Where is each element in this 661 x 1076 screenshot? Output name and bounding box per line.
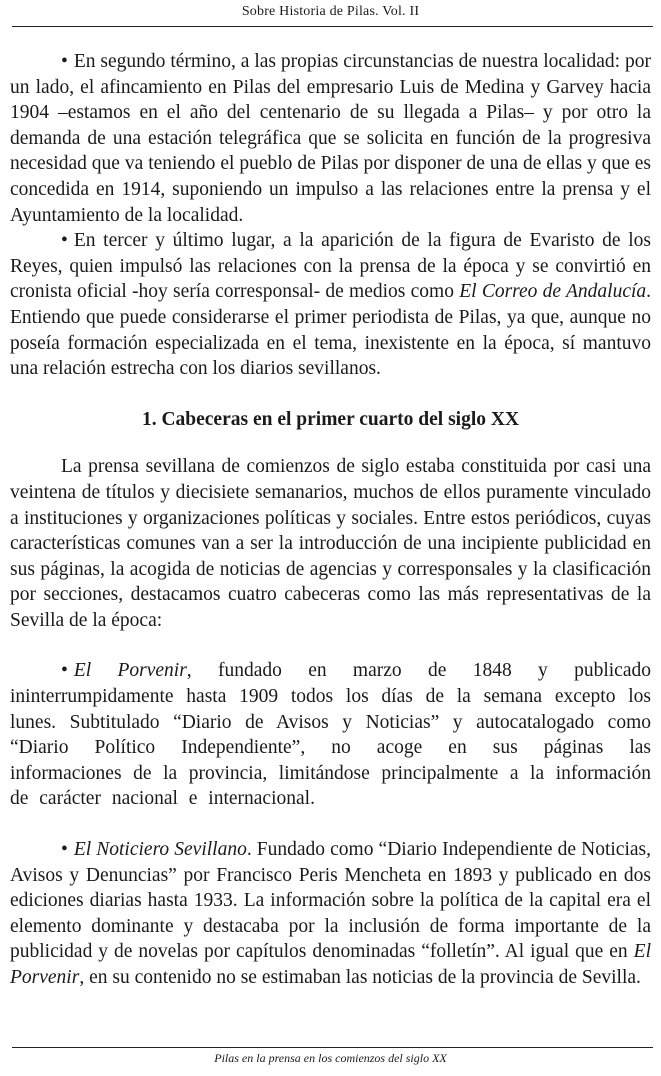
paragraph-text: , en su contenido no se estimaban las noticias de la provincia de Sevilla. — [79, 967, 641, 988]
paragraph-text: . Entiendo que puede considerarse el primer periodista de Pilas, ya que, aunque no poseía formación especializada en el tema, inexistente en la época, sí mantuvo una relación estrecha con los diarios sevillanos. — [10, 281, 652, 380]
paragraph-gap — [10, 812, 651, 837]
paragraph-bullet-noticiero — [10, 837, 651, 991]
paragraph-text: . Fundado como “Diario Independiente de Noticias, Avisos y Denuncias” por Francisco Peris Mencheta en 1893 y publicado en dos ediciones diarias hasta 1933. La información sobre la política de la capital era el elemento dominante y destacaba por la inclusión de forma importante de la publicidad y de novelas por capítulos denominadas “folletín”. Al igual que en — [10, 839, 652, 963]
paragraph-intro — [10, 454, 651, 633]
page-body — [10, 49, 651, 991]
bullet-glyph: • — [61, 839, 68, 861]
newspaper-title: El Correo de Andalucía — [459, 281, 647, 303]
paragraph-text: , fundado en marzo de 1848 y publicado ininterrumpidamente hasta 1909 todos los días de la semana excepto los lunes. Subtitulado “Diario de Avisos y Noticias” y autocatalogado como “Diario Político Independiente”, no acoge en sus páginas las informaciones de la provincia, limitándose principalmente a la información de carácter nacional e internacional. — [10, 660, 651, 810]
bullet-glyph: • — [61, 230, 68, 252]
paragraph-bullet-el-porvenir — [10, 658, 651, 812]
paragraph-bullet-third — [10, 228, 651, 382]
paragraph-bullet-second — [10, 49, 651, 228]
running-footer: Pilas en la prensa en los comienzos del siglo XX — [214, 1051, 447, 1065]
running-header: Sobre Historia de Pilas. Vol. II — [241, 4, 420, 19]
section-heading: 1. Cabeceras en el primer cuarto del siglo XX — [141, 408, 520, 430]
paragraph-text: La prensa sevillana de comienzos de siglo estaba constituida por casi una veintena de títulos y diecisiete semanarios, muchos de ellos puramente vinculado a instituciones y organizaciones políticas y sociales. Entre estos periódicos, cuyas características comunes van a ser la introducción de una incipiente publicidad en sus páginas, la acogida de noticias de agencias y corresponsales y la clasificación por secciones, destacamos cuatro cabeceras como las más representativas de la Sevilla de la época: — [10, 456, 651, 631]
bullet-glyph: • — [61, 51, 68, 72]
paragraph-gap — [10, 633, 651, 658]
paragraph-text: En segundo término, a las propias circunstancias de nuestra localidad: por un lado, el afincamiento en Pilas del empresario Luis de Medina y Garvey hacia 1904 –estamos en el año del centenario de su llegada a Pilas– y por otro la demanda de una estación telegráfica que se solicita en función de la progresiva necesidad que va teniendo el pueblo de Pilas por disponer de una de ellas y que es concedida en 1914, suponiendo un impulso a las relaciones entre la prensa y el Ayuntamiento de la localidad. — [10, 51, 651, 226]
bullet-glyph: • — [61, 660, 68, 682]
footer-rule — [12, 1047, 653, 1048]
newspaper-title: El Porvenir — [73, 660, 187, 682]
newspaper-title: El Porvenir — [10, 941, 651, 988]
newspaper-title: El Noticiero Sevillano — [73, 839, 247, 861]
header-rule — [12, 26, 653, 27]
paragraph-text: En tercer y último lugar, a la aparición de la figura de Evaristo de los Reyes, quien impulsó las relaciones con la prensa de la época y se convirtió en cronista oficial -hoy sería corresponsal- de medios como — [10, 230, 651, 303]
